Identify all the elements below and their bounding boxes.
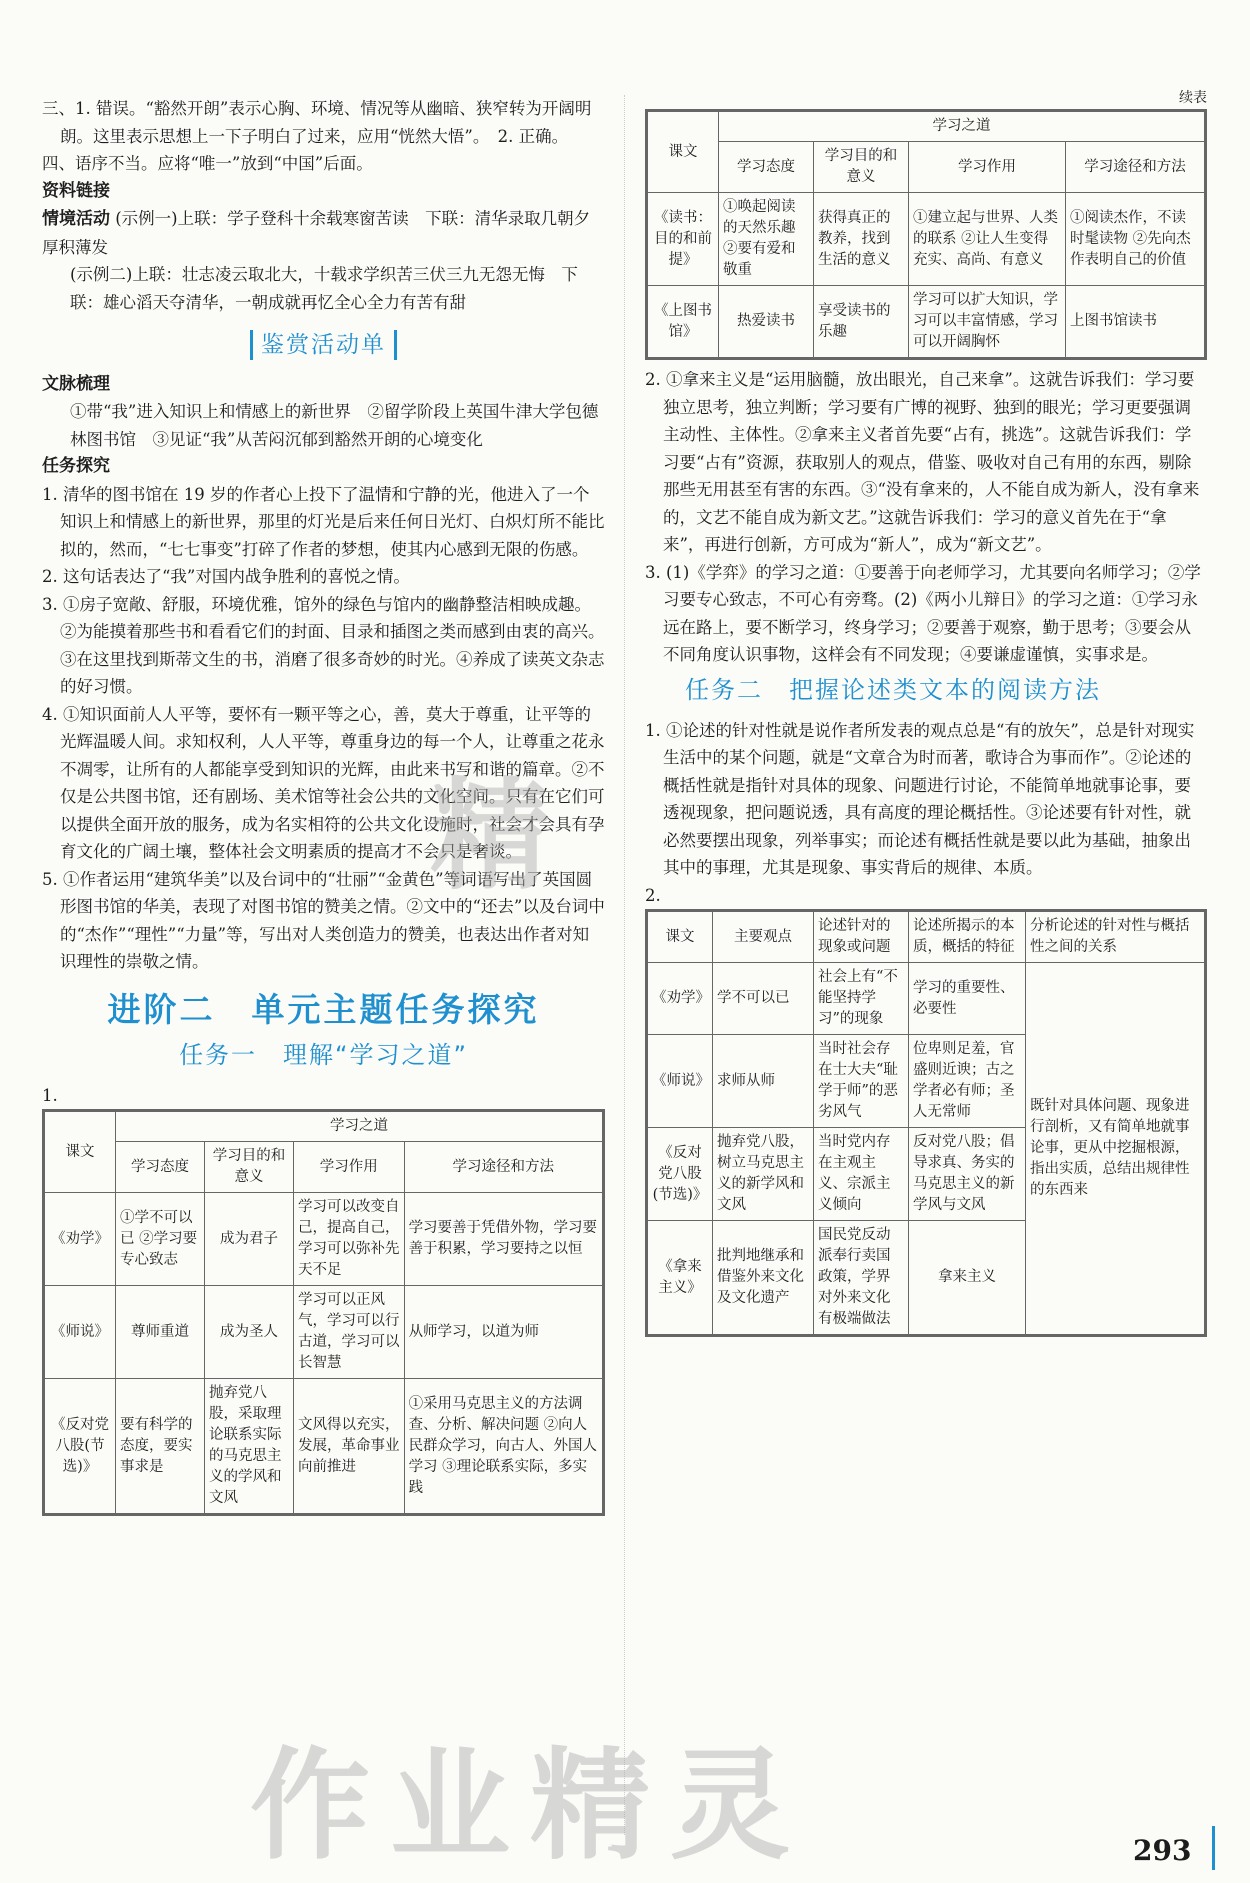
cell-zuoyong: ①建立起与世界、人类的联系 ②让人生变得充实、高尚、有意义 xyxy=(909,193,1066,286)
cell-mudi: 成为圣人 xyxy=(205,1286,294,1379)
th-kewen: 课文 xyxy=(45,1112,116,1193)
cell-kewen: 《上图书馆》 xyxy=(648,286,719,358)
th-xianxiang: 论述针对的现象或问题 xyxy=(814,912,909,963)
th-daoo: 学习之道 xyxy=(116,1112,603,1142)
cell-guandian: 求师从师 xyxy=(713,1035,814,1128)
th-taidu: 学习态度 xyxy=(116,1142,205,1193)
table-row xyxy=(45,1286,603,1379)
th-tujing: 学习途径和方法 xyxy=(404,1142,602,1193)
cell-tujing: 学习要善于凭借外物，学习要善于积累，学习要持之以恒 xyxy=(404,1193,602,1286)
heading-renwu: 任务探究 xyxy=(42,456,110,476)
th-zuoyong: 学习作用 xyxy=(294,1142,405,1193)
question-2-label: 2. xyxy=(645,885,661,905)
question-1-label: 1. xyxy=(42,1085,58,1105)
table-row xyxy=(45,1379,603,1514)
task-answer-5: 5. ①作者运用“建筑华美”以及台词中的“壮丽”“金黄色”等词语写出了英国圆形图书馆的华美，表现了对图书馆的赞美之情。②文中的“还去”以及台词中的“杰作”“理性”“力量”等，写出对人类创造力的赞美，也表达出作者对知识理性的崇敬之情。 xyxy=(42,869,605,971)
th-kewen: 课文 xyxy=(648,112,719,193)
cell-zuoyong: 学习可以扩大知识，学习可以丰富情感，学习可以开阔胸怀 xyxy=(909,286,1066,358)
cell-benzhi: 学习的重要性、必要性 xyxy=(909,963,1026,1035)
example-two: (示例二)上联：壮志凌云取北大，十载求学织苦三伏三九无怨无悔 下联：雄心滔天夺清华，一朝成就再忆全心全力有苦有甜 xyxy=(70,265,578,312)
cell-guandian: 批判地继承和借鉴外来文化及文化遗产 xyxy=(713,1221,814,1335)
answer-r4: 1. ①论述的针对性就是说作者所发表的观点总是“有的放矢”，总是针对现实生活中的某个问题，就是“文章合为时而著，歌诗合为事而作”。②论述的概括性就是指针对具体的现象、问题进行讨论，不能简单地就事论事，要透视现象，把问题说透，具有高度的理论概括性。③论述要有针对性，就必然要摆出现象，列举事实；而论述有概括性就是要以此为基础，抽象出其中的事理，尤其是现象、事实背后的规律、本质。 xyxy=(645,720,1195,877)
answer-r3: 3. (1)《学弈》的学习之道：①要善于向老师学习，尤其要向名师学习；②学习要专心致志，不可心有旁骛。(2)《两小儿辩日》的学习之道：①学习永远在路上，要不断学习，终身学习；②要善于观察，勤于思考；③要会从不同角度认识事物，这样会有不同发现；④要谦虚谨慎，实事求是。 xyxy=(645,562,1201,664)
th-benzhi: 论述所揭示的本质，概括的特征 xyxy=(909,912,1026,963)
table-row xyxy=(648,193,1205,286)
heading-ziliao: 资料链接 xyxy=(42,180,110,201)
task-two-title: 任务二 把握论述类文本的阅读方法 xyxy=(685,675,1101,704)
table-row xyxy=(648,963,1205,1035)
th-tujing: 学习途径和方法 xyxy=(1066,142,1205,193)
cell-guandian: 学不可以已 xyxy=(713,963,814,1035)
cell-zuoyong: 学习可以改变自己，提高自己，学习可以弥补先天不足 xyxy=(294,1193,405,1286)
cell-benzhi: 位卑则足羞，官盛则近谀；古之学者必有师；圣人无常师 xyxy=(909,1035,1026,1128)
wenmai-text: ①带“我”进入知识上和情感上的新世界 ②留学阶段上英国牛津大学包德林图书馆 ③见证“我”从苦闷沉郁到豁然开朗的心境变化 xyxy=(70,402,599,449)
table-argument-analysis xyxy=(645,909,1207,1337)
cell-benzhi: 拿来主义 xyxy=(909,1221,1026,1335)
situation-text: (示例一)上联：学子登科十余载寒窗苦读 下联：清华录取几朝夕厚积薄发 xyxy=(42,209,591,257)
situation-activity xyxy=(42,205,605,261)
cell-mudi: 获得真正的教养，找到生活的意义 xyxy=(814,193,909,286)
cell-tujing: 从师学习，以道为师 xyxy=(404,1286,602,1379)
right-column xyxy=(645,90,1207,1337)
answer-r2: 2. ①拿来主义是“运用脑髓，放出眼光，自己来拿”。这就告诉我们：学习要独立思考，独立判断；学习要有广博的视野、独到的眼光；学习更要强调主动性、主体性。②拿来主义者首先要“占有，挑选”。这就告诉我们：学习要“占有”资源，获取别人的观点，借鉴、吸收对自己有用的东西，剔除那些无用甚至有害的东西。③“没有拿来的，人不能自成为新人，没有拿来的，文艺不能自成为新文艺。”这就告诉我们：学习的意义首先在于“拿来”，再进行创新，方可成为“新人”，成为“新文艺”。 xyxy=(645,370,1200,554)
cell-xianxiang: 国民党反动派奉行卖国政策，学界对外来文化有极端做法 xyxy=(814,1221,909,1335)
task-one-title: 任务一 理解“学习之道” xyxy=(179,1040,468,1069)
th-daoo: 学习之道 xyxy=(719,112,1205,142)
cell-guanxi: 既针对具体问题、现象进行剖析，又有简单地就事论事，更从中挖掘根源，指出实质，总结出规律性的东西来 xyxy=(1026,963,1205,1335)
cell-kewen: 《拿来主义》 xyxy=(648,1221,713,1335)
cell-zuoyong: 学习可以正风气，学习可以行古道，学习可以长智慧 xyxy=(294,1286,405,1379)
section-box-title xyxy=(42,330,605,361)
th-mudi: 学习目的和意义 xyxy=(205,1142,294,1193)
th-mudi: 学习目的和意义 xyxy=(814,142,909,193)
heading-wenmai: 文脉梳理 xyxy=(42,373,110,394)
cell-xianxiang: 社会上有“不能坚持学习”的现象 xyxy=(814,963,909,1035)
answer-san: 三、1. 错误。“豁然开朗”表示心胸、环境、情况等从幽暗、狭窄转为开阔明朗。这里表示思想上一下子明白了过来，应用“恍然大悟”。 2. 正确。 xyxy=(42,99,592,146)
table-row xyxy=(45,1193,603,1286)
cell-kewen: 《劝学》 xyxy=(45,1193,116,1286)
table-row xyxy=(648,286,1205,358)
task-answer-3: 3. ①房子宽敞、舒服，环境优雅，馆外的绿色与馆内的幽静整洁相映成趣。②为能摸着那些书和看看它们的封面、目录和插图之类而感到由衷的高兴。③在这里找到斯蒂文生的书，消磨了很多奇妙的时光。④养成了读英文杂志的好习惯。 xyxy=(42,594,605,696)
th-kewen: 课文 xyxy=(648,912,713,963)
cell-tujing: ①阅读杰作，不读时髦读物 ②先向杰作表明自己的价值 xyxy=(1066,193,1205,286)
watermark-top: 精 xyxy=(430,767,570,906)
th-taidu: 学习态度 xyxy=(719,142,814,193)
answer-si: 四、语序不当。应将“唯一”放到“中国”后面。 xyxy=(42,154,373,173)
task-answer-1: 1. 清华的图书馆在 19 岁的作者心上投下了温情和宁静的光，他进入了一个知识上和情感上的新世界，那里的灯光是后来任何日光灯、白炽灯所不能比拟的，然而，“七七事变”打碎了作者的梦想，使其内心感到无限的伤感。 xyxy=(42,484,605,559)
th-guandian: 主要观点 xyxy=(713,912,814,963)
page-number: 293 xyxy=(1133,1834,1192,1867)
cell-kewen: 《劝学》 xyxy=(648,963,713,1035)
table-learning-way xyxy=(42,1109,605,1516)
task-answer-4: 4. ①知识面前人人平等，要怀有一颗平等之心，善，莫大于尊重，让平等的光辉温暖人间。求知权利，人人平等，尊重身边的每一个人，让尊重之花永不凋零，让所有的人都能享受到知识的光辉，由此来书写和谐的篇章。②不仅是公共图书馆，还有剧场、美术馆等社会公共的文化空间。只有在它们可以提供全面开放的服务，成为名实相符的公共文化设施时，社会才会具有孕育文化的广阔土壤，整体社会文明素质的提高才不会只是奢谈。 xyxy=(42,704,605,861)
cell-guandian: 抛弃党八股，树立马克思主义的新学风和文风 xyxy=(713,1128,814,1221)
cell-kewen: 《反对党八股(节选)》 xyxy=(45,1379,116,1514)
cell-kewen: 《师说》 xyxy=(45,1286,116,1379)
cell-tujing: 上图书馆读书 xyxy=(1066,286,1205,358)
table-learning-way-continued xyxy=(645,109,1207,360)
cell-benzhi: 反对党八股；倡导求真、务实的马克思主义的新学风与文风 xyxy=(909,1128,1026,1221)
column-divider xyxy=(624,95,625,1835)
cell-xianxiang: 当时社会存在士大夫“耻学于师”的恶劣风气 xyxy=(814,1035,909,1128)
cell-taidu: ①唤起阅读的天然乐趣 ②要有爱和敬重 xyxy=(719,193,814,286)
cell-zuoyong: 文风得以充实，发展，革命事业向前推进 xyxy=(294,1379,405,1514)
appreciation-title: 鉴赏活动单 xyxy=(250,330,397,360)
cell-taidu: 要有科学的态度，要实事求是 xyxy=(116,1379,205,1514)
situation-label: 情境活动 xyxy=(42,209,110,229)
cell-xianxiang: 当时党内存在主观主义、宗派主义倾向 xyxy=(814,1128,909,1221)
cell-kewen: 《读书：目的和前提》 xyxy=(648,193,719,286)
cell-mudi: 享受读书的乐趣 xyxy=(814,286,909,358)
cell-kewen: 《反对党八股(节选)》 xyxy=(648,1128,713,1221)
cell-taidu: ①学不可以已 ②学习要专心致志 xyxy=(116,1193,205,1286)
cell-taidu: 尊师重道 xyxy=(116,1286,205,1379)
th-zuoyong: 学习作用 xyxy=(909,142,1066,193)
cell-taidu: 热爱读书 xyxy=(719,286,814,358)
continued-label: 续表 xyxy=(1179,90,1207,106)
cell-mudi: 成为君子 xyxy=(205,1193,294,1286)
cell-tujing: ①采用马克思主义的方法调查、分析、解决问题 ②向人民群众学习，向古人、外国人学习 ③理论联系实际，多实践 xyxy=(404,1379,602,1514)
cell-kewen: 《师说》 xyxy=(648,1035,713,1128)
th-guanxi: 分析论述的针对性与概括性之间的关系 xyxy=(1026,912,1205,963)
stage-two-title: 进阶二 单元主题任务探究 xyxy=(107,989,540,1029)
left-column xyxy=(42,95,605,1516)
cell-mudi: 抛弃党八股，采取理论联系实际的马克思主义的学风和文风 xyxy=(205,1379,294,1514)
task-answer-2: 2. 这句话表达了“我”对国内战争胜利的喜悦之情。 xyxy=(42,567,410,586)
watermark-bottom: 作业精灵 xyxy=(250,1737,810,1876)
page-number-bar xyxy=(1212,1826,1215,1870)
